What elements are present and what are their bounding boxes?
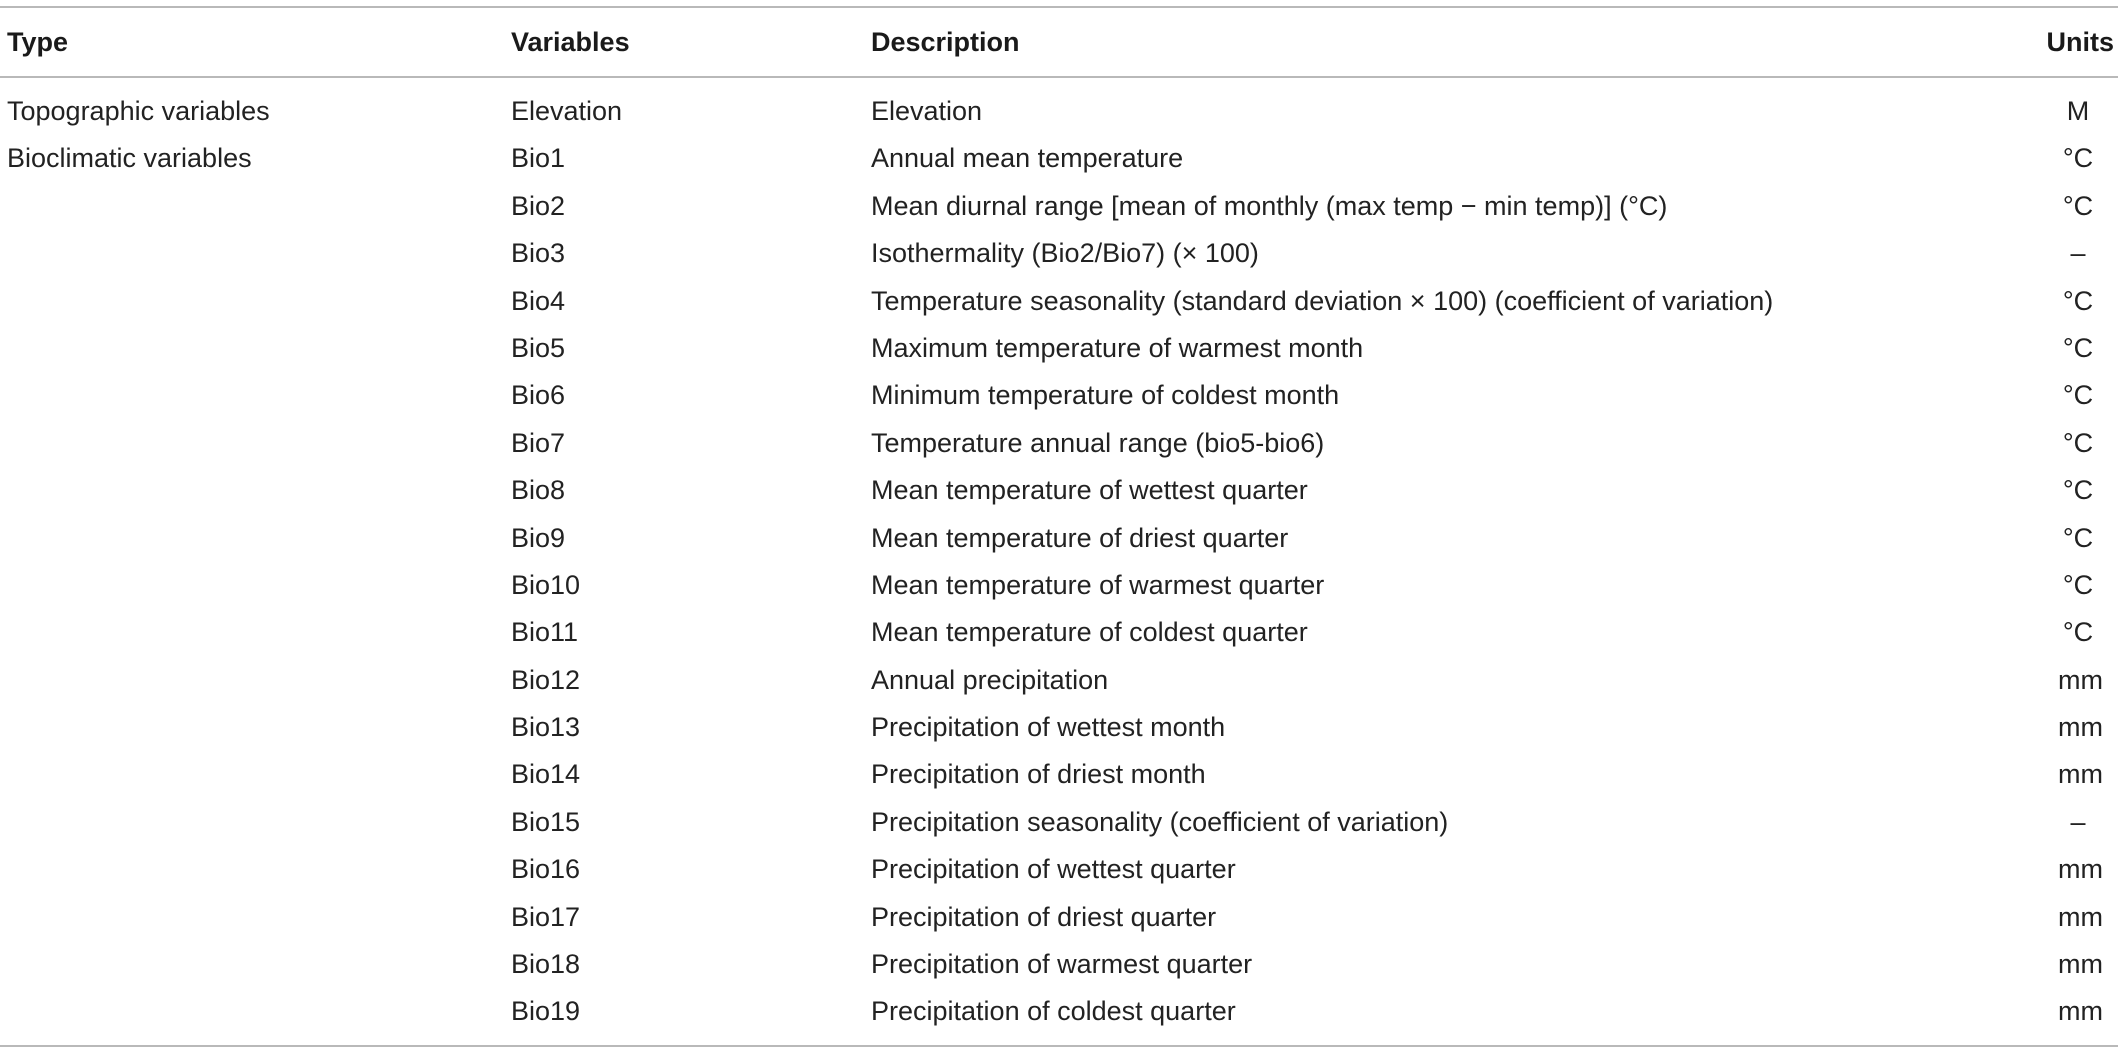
- cell-variable: Bio19: [511, 996, 581, 1027]
- table-row: [0, 278, 2118, 325]
- cell-variable: Bio15: [511, 806, 581, 837]
- cell-description: Precipitation of driest month: [871, 759, 1206, 790]
- cell-unit: °C: [2062, 332, 2094, 363]
- cell-description: Elevation: [871, 96, 983, 126]
- cell-unit: °C: [2062, 143, 2094, 174]
- cell-variable: Bio9: [511, 522, 566, 553]
- cell-description: Precipitation of driest quarter: [871, 901, 1217, 932]
- cell-variable: Bio18: [511, 949, 581, 980]
- cell-variable: Bio1: [511, 143, 566, 174]
- cell-description: Mean temperature of driest quarter: [871, 522, 1289, 553]
- cell-unit: °C: [2062, 380, 2094, 411]
- table-header-rule: [0, 76, 2118, 78]
- cell-unit: °C: [2062, 569, 2094, 600]
- cell-unit: –: [2070, 238, 2086, 269]
- table-row: [0, 562, 2118, 609]
- cell-description: Isothermality (Bio2/Bio7) (× 100): [871, 238, 1259, 269]
- table-row: [0, 894, 2118, 941]
- cell-description: Mean diurnal range [mean of monthly (max temp − min temp)] (°C): [871, 190, 1668, 221]
- table-row: [0, 230, 2118, 277]
- cell-description: Minimum temperature of coldest month: [871, 380, 1340, 411]
- cell-unit: –: [2070, 806, 2086, 837]
- cell-description: Maximum temperature of warmest month: [871, 332, 1364, 363]
- cell-unit: mm: [2058, 901, 2103, 932]
- cell-unit: °C: [2062, 427, 2094, 458]
- cell-variable: Bio17: [511, 901, 581, 932]
- table-bottom-rule: [0, 1045, 2118, 1047]
- cell-variable: Bio3: [511, 238, 566, 269]
- table-row: [0, 372, 2118, 419]
- cell-unit: mm: [2058, 712, 2103, 743]
- cell-variable: Bio13: [511, 712, 581, 743]
- cell-variable: Bio10: [511, 569, 581, 600]
- table-row: [0, 657, 2118, 704]
- cell-unit: mm: [2058, 996, 2103, 1027]
- cell-description: Mean temperature of coldest quarter: [871, 617, 1308, 648]
- table-header-row: [0, 8, 2118, 76]
- table-row: [0, 183, 2118, 230]
- header-description: Description: [871, 27, 1020, 57]
- cell-description: Precipitation of coldest quarter: [871, 996, 1236, 1027]
- cell-description: Annual mean temperature: [871, 143, 1184, 174]
- cell-description: Temperature seasonality (standard deviation × 100) (coefficient of variation): [871, 285, 1774, 316]
- cell-unit: mm: [2058, 759, 2103, 790]
- header-variables: Variables: [511, 27, 630, 57]
- cell-variable: Bio8: [511, 475, 566, 506]
- cell-description: Precipitation of wettest month: [871, 712, 1226, 743]
- cell-type: Topographic variables: [7, 96, 270, 126]
- table-row: [0, 988, 2118, 1035]
- table-row: [0, 88, 2118, 135]
- table-row: [0, 467, 2118, 514]
- cell-unit: °C: [2062, 190, 2094, 221]
- cell-variable: Bio16: [511, 854, 581, 885]
- cell-unit: mm: [2058, 949, 2103, 980]
- table-row: [0, 420, 2118, 467]
- cell-description: Precipitation seasonality (coefficient of variation): [871, 806, 1449, 837]
- table-row: [0, 846, 2118, 893]
- cell-unit: M: [2066, 96, 2090, 126]
- header-type: Type: [7, 27, 69, 57]
- header-units: Units: [2046, 27, 2114, 57]
- table-row: [0, 135, 2118, 182]
- table-row: [0, 799, 2118, 846]
- cell-description: Precipitation of warmest quarter: [871, 949, 1253, 980]
- cell-description: Mean temperature of warmest quarter: [871, 569, 1325, 600]
- table-body: [0, 88, 2118, 1036]
- cell-description: Annual precipitation: [871, 664, 1109, 695]
- cell-type: Bioclimatic variables: [7, 143, 252, 174]
- cell-unit: mm: [2058, 664, 2103, 695]
- cell-variable: Bio6: [511, 380, 566, 411]
- table-row: [0, 325, 2118, 372]
- cell-variable: Bio14: [511, 759, 581, 790]
- cell-unit: °C: [2062, 522, 2094, 553]
- cell-variable: Elevation: [511, 96, 623, 126]
- cell-unit: °C: [2062, 285, 2094, 316]
- table-row: [0, 941, 2118, 988]
- cell-unit: °C: [2062, 475, 2094, 506]
- cell-unit: mm: [2058, 854, 2103, 885]
- table-row: [0, 515, 2118, 562]
- cell-description: Temperature annual range (bio5-bio6): [871, 427, 1325, 458]
- cell-variable: Bio2: [511, 190, 566, 221]
- cell-variable: Bio4: [511, 285, 566, 316]
- cell-description: Precipitation of wettest quarter: [871, 854, 1236, 885]
- cell-variable: Bio12: [511, 664, 581, 695]
- table-row: [0, 704, 2118, 751]
- cell-unit: °C: [2062, 617, 2094, 648]
- cell-description: Mean temperature of wettest quarter: [871, 475, 1308, 506]
- cell-variable: Bio5: [511, 332, 566, 363]
- table-row: [0, 609, 2118, 656]
- table-row: [0, 751, 2118, 798]
- cell-variable: Bio7: [511, 427, 566, 458]
- cell-variable: Bio11: [511, 617, 579, 648]
